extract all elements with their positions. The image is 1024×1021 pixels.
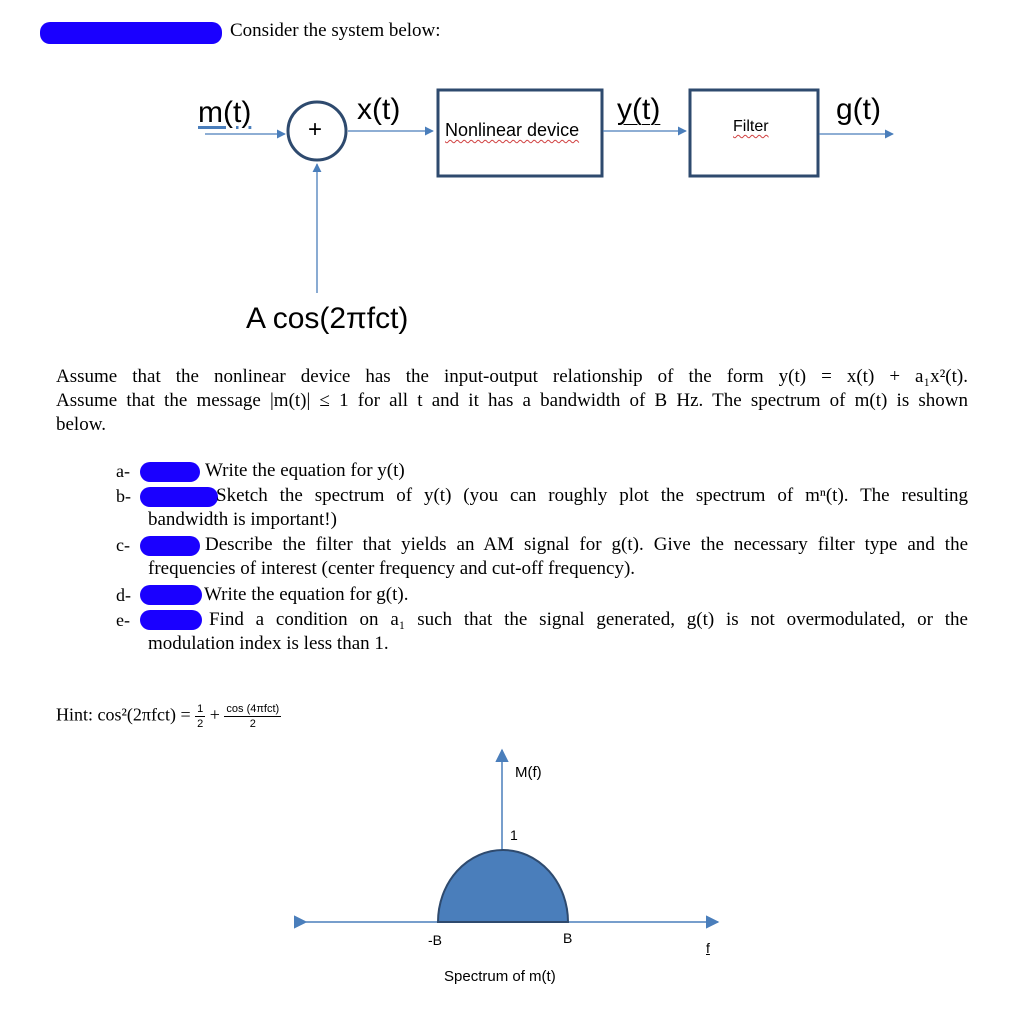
question-b-text-1: Sketch the spectrum of y(t) (you can roughly plot the spectrum of mⁿ(t). The resulting <box>216 485 968 506</box>
input-label: m(t) <box>198 96 252 129</box>
hint-frac1-num: 1 <box>197 703 204 715</box>
question-d-text: Write the equation for g(t). <box>204 584 409 605</box>
question-a-text: Write the equation for y(t) <box>205 460 405 481</box>
spectrum-peak-label: 1 <box>510 827 518 843</box>
nonlinear-label: Nonlinear device <box>445 120 580 140</box>
hint-plus: + <box>209 704 220 725</box>
question-d-letter: d- <box>116 585 131 605</box>
carrier-label: A cos(2πfct) <box>246 302 409 335</box>
hint-frac2-num: cos (4πfct) <box>226 703 280 715</box>
redacted-block <box>140 585 202 605</box>
assumption-line-3: below. <box>56 414 106 435</box>
x-label: x(t) <box>357 93 401 126</box>
question-b-text-2: bandwidth is important!) <box>148 509 337 530</box>
f-axis-label: f <box>706 940 710 956</box>
redacted-block <box>40 22 222 44</box>
hint-frac1-den: 2 <box>197 718 204 730</box>
question-e-letter: e- <box>116 610 130 630</box>
hint <box>56 702 281 731</box>
hint-prefix: Hint: cos²(2πfct) = <box>56 704 191 725</box>
redacted-block <box>140 610 202 630</box>
redacted-block <box>140 536 200 556</box>
assumption-line-2: Assume that the message |m(t)| ≤ 1 for all t and it has a bandwidth of B Hz. The spectrum of m(t) is shown <box>56 390 968 411</box>
question-c-letter: c- <box>116 535 130 555</box>
question-b-letter: b- <box>116 486 131 506</box>
redacted-block <box>140 462 200 482</box>
spectrum-shape <box>438 850 568 922</box>
neg-b-label: -B <box>428 932 442 948</box>
assumption-line-1: Assume that the nonlinear device has the input-output relationship of the form y(t) = x(t) + a₁x²(t). <box>56 366 968 387</box>
intro-text: Consider the system below: <box>230 20 441 41</box>
question-e-text-1: Find a condition on a₁ such that the signal generated, g(t) is not overmodulated, or the <box>209 609 968 630</box>
spectrum-caption: Spectrum of m(t) <box>444 968 556 985</box>
output-label: g(t) <box>836 93 881 126</box>
hint-fraction-1 <box>195 702 205 731</box>
question-e-text-2: modulation index is less than 1. <box>148 633 389 654</box>
question-c-text-1: Describe the filter that yields an AM signal for g(t). Give the necessary filter type and the <box>205 534 968 555</box>
filter-label: Filter <box>733 118 769 135</box>
question-a-letter: a- <box>116 461 130 481</box>
question-c-text-2: frequencies of interest (center frequency and cut-off frequency). <box>148 558 636 579</box>
y-label: y(t) <box>617 93 661 126</box>
pos-b-label: B <box>563 930 573 946</box>
spectrum-y-label: M(f) <box>515 764 542 781</box>
adder-symbol: + <box>308 116 323 143</box>
hint-fraction-2 <box>224 702 281 731</box>
hint-frac2-den: 2 <box>249 718 256 730</box>
redacted-block <box>140 487 218 507</box>
